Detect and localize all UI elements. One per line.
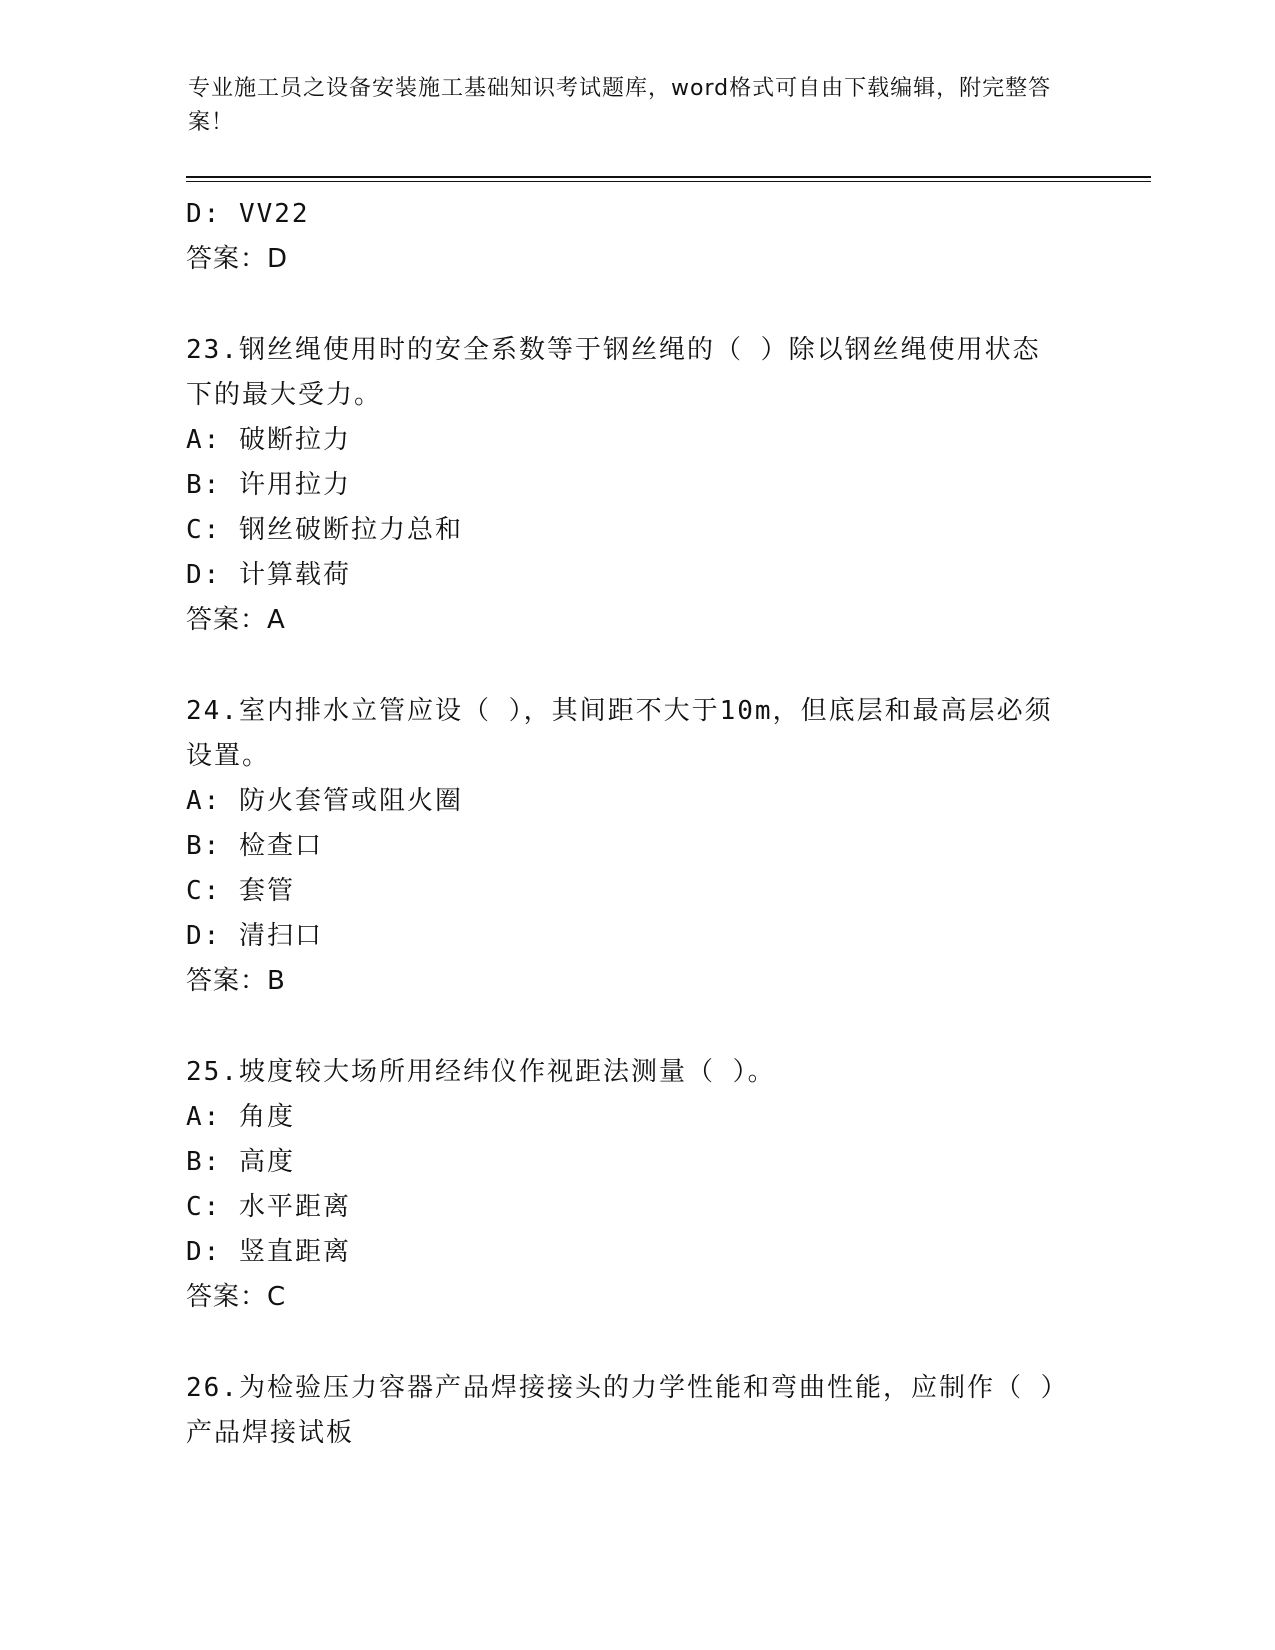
option-b: B: 检查口 <box>186 831 323 861</box>
question-text: 23.钢丝绳使用时的安全系数等于钢丝绳的（ ）除以钢丝绳使用状态下的最大受力。 <box>186 335 1041 410</box>
answer: 答案：D <box>186 244 289 274</box>
question-text: 24.室内排水立管应设（ ），其间距不大于10m，但底层和最高层必须设置。 <box>186 696 1053 771</box>
answer: 答案：B <box>186 966 286 996</box>
option-c: C: 钢丝破断拉力总和 <box>186 515 463 545</box>
question-25 <box>186 1050 1086 1320</box>
option-d: D: 计算载荷 <box>186 560 351 590</box>
question-24 <box>186 689 1086 1004</box>
header-divider <box>186 176 1151 178</box>
option-d: D: 竖直距离 <box>186 1237 351 1267</box>
question-26 <box>186 1366 1086 1456</box>
document-header: 专业施工员之设备安装施工基础知识考试题库，word格式可自由下载编辑，附完整答案！ <box>188 76 1052 135</box>
option-b: B: 高度 <box>186 1147 295 1177</box>
option-a: A: 破断拉力 <box>186 425 351 455</box>
option-b: B: 许用拉力 <box>186 470 351 500</box>
option-a: A: 角度 <box>186 1102 295 1132</box>
document-body <box>186 192 1086 1456</box>
option-d: D: 清扫口 <box>186 921 323 951</box>
question-23 <box>186 328 1086 643</box>
answer: 答案：C <box>186 1282 287 1312</box>
option-a: A: 防火套管或阻火圈 <box>186 786 463 816</box>
option-c: C: 水平距离 <box>186 1192 351 1222</box>
answer: 答案：A <box>186 605 286 635</box>
header-divider-thin <box>186 181 1151 182</box>
question-text: 26.为检验压力容器产品焊接接头的力学性能和弯曲性能，应制作（ ）产品焊接试板 <box>186 1373 1056 1448</box>
question-text: 25.坡度较大场所用经纬仪作视距法测量（ ）。 <box>186 1057 776 1087</box>
option-d: D: VV22 <box>186 199 310 229</box>
option-c: C: 套管 <box>186 876 295 906</box>
